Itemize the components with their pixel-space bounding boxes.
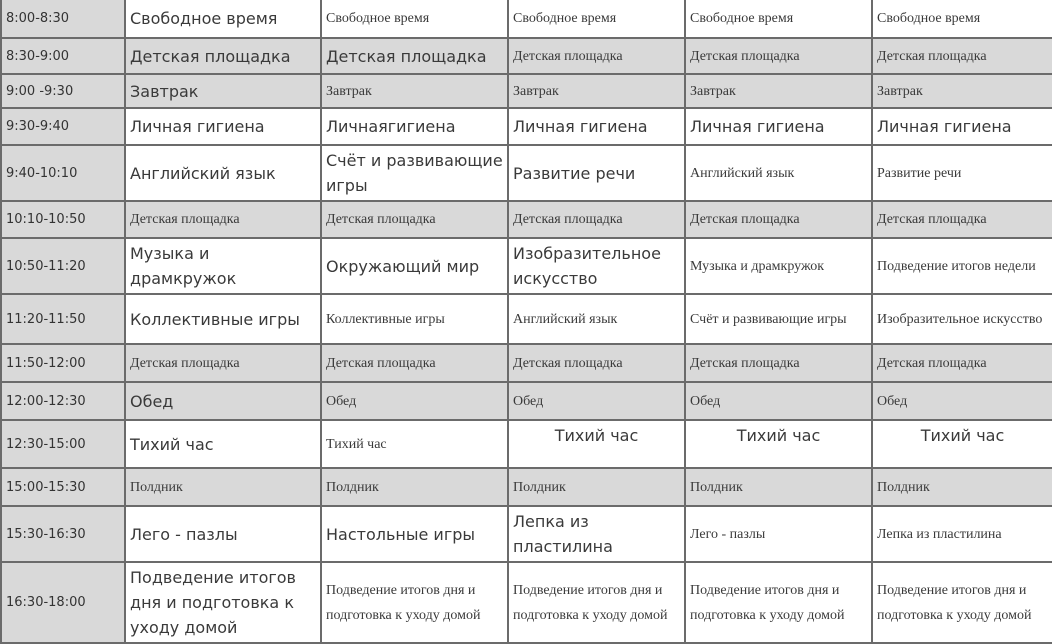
schedule-row: [1, 382, 1052, 420]
schedule-row: [1, 562, 1052, 643]
activity-cell: Детская площадка: [685, 344, 872, 382]
schedule-row: [1, 506, 1052, 562]
schedule-row: [1, 201, 1052, 238]
activity-cell: Подведение итогов недели: [872, 238, 1052, 294]
activity-cell: Детская площадка: [125, 201, 321, 238]
schedule-row: [1, 108, 1052, 145]
activity-cell: Развитие речи: [508, 145, 685, 201]
activity-cell: Завтрак: [872, 74, 1052, 108]
activity-cell: Музыка и драмкружок: [125, 238, 321, 294]
activity-cell: Музыка и драмкружок: [685, 238, 872, 294]
time-slot-cell: 12:00-12:30: [1, 382, 125, 420]
activity-cell: Личная гигиена: [685, 108, 872, 145]
schedule-body: [1, 0, 1052, 643]
activity-cell: Личная гигиена: [872, 108, 1052, 145]
activity-cell: Окружающий мир: [321, 238, 508, 294]
activity-cell: Свободное время: [125, 0, 321, 38]
activity-cell: Детская площадка: [508, 201, 685, 238]
activity-cell: Личная гигиена: [125, 108, 321, 145]
time-slot-cell: 12:30-15:00: [1, 420, 125, 468]
activity-cell: Полдник: [872, 468, 1052, 506]
activity-cell: Изобразительное искусство: [508, 238, 685, 294]
activity-cell: Подведение итогов дня и подготовка к уходу домой: [685, 562, 872, 643]
activity-cell: Лего - пазлы: [685, 506, 872, 562]
activity-cell: Завтрак: [508, 74, 685, 108]
time-slot-cell: 10:10-10:50: [1, 201, 125, 238]
activity-cell: Обед: [872, 382, 1052, 420]
schedule-row: [1, 420, 1052, 468]
activity-cell: Английский язык: [125, 145, 321, 201]
activity-cell: Детская площадка: [125, 344, 321, 382]
activity-cell: Тихий час: [508, 420, 685, 468]
activity-cell: Лепка из пластилина: [508, 506, 685, 562]
activity-cell: Детская площадка: [685, 201, 872, 238]
activity-cell: Полдник: [321, 468, 508, 506]
activity-cell: Свободное время: [508, 0, 685, 38]
schedule-row: [1, 468, 1052, 506]
activity-cell: Детская площадка: [125, 38, 321, 74]
time-slot-cell: 9:40-10:10: [1, 145, 125, 201]
activity-cell: Личная гигиена: [508, 108, 685, 145]
activity-cell: Изобразительное искусство: [872, 294, 1052, 344]
schedule-row: [1, 0, 1052, 38]
time-slot-cell: 9:30-9:40: [1, 108, 125, 145]
activity-cell: Детская площадка: [508, 344, 685, 382]
activity-cell: Подведение итогов дня и подготовка к уходу домой: [125, 562, 321, 643]
activity-cell: Обед: [685, 382, 872, 420]
activity-cell: Английский язык: [508, 294, 685, 344]
activity-cell: Детская площадка: [872, 344, 1052, 382]
activity-cell: Тихий час: [872, 420, 1052, 468]
time-slot-cell: 8:00-8:30: [1, 0, 125, 38]
time-slot-cell: 15:00-15:30: [1, 468, 125, 506]
activity-cell: Свободное время: [872, 0, 1052, 38]
schedule-row: [1, 145, 1052, 201]
activity-cell: Лего - пазлы: [125, 506, 321, 562]
activity-cell: Полдник: [685, 468, 872, 506]
activity-cell: Детская площадка: [321, 201, 508, 238]
activity-cell: Подведение итогов дня и подготовка к уходу домой: [321, 562, 508, 643]
activity-cell: Полдник: [125, 468, 321, 506]
activity-cell: Развитие речи: [872, 145, 1052, 201]
activity-cell: Свободное время: [321, 0, 508, 38]
schedule-row: [1, 294, 1052, 344]
activity-cell: Обед: [508, 382, 685, 420]
activity-cell: Обед: [125, 382, 321, 420]
schedule-row: [1, 74, 1052, 108]
activity-cell: Английский язык: [685, 145, 872, 201]
time-slot-cell: 8:30-9:00: [1, 38, 125, 74]
activity-cell: Детская площадка: [685, 38, 872, 74]
activity-cell: Детская площадка: [508, 38, 685, 74]
activity-cell: Коллективные игры: [321, 294, 508, 344]
time-slot-cell: 11:50-12:00: [1, 344, 125, 382]
time-slot-cell: 11:20-11:50: [1, 294, 125, 344]
activity-cell: Детская площадка: [872, 201, 1052, 238]
activity-cell: Подведение итогов дня и подготовка к уходу домой: [872, 562, 1052, 643]
activity-cell: Счёт и развивающие игры: [321, 145, 508, 201]
activity-cell: Личнаягигиена: [321, 108, 508, 145]
activity-cell: Детская площадка: [321, 344, 508, 382]
schedule-row: [1, 38, 1052, 74]
time-slot-cell: 16:30-18:00: [1, 562, 125, 643]
schedule-row: [1, 344, 1052, 382]
activity-cell: Настольные игры: [321, 506, 508, 562]
activity-cell: Обед: [321, 382, 508, 420]
activity-cell: Подведение итогов дня и подготовка к уходу домой: [508, 562, 685, 643]
activity-cell: Свободное время: [685, 0, 872, 38]
schedule-row: [1, 238, 1052, 294]
activity-cell: Счёт и развивающие игры: [685, 294, 872, 344]
activity-cell: Тихий час: [125, 420, 321, 468]
time-slot-cell: 9:00 -9:30: [1, 74, 125, 108]
activity-cell: Лепка из пластилина: [872, 506, 1052, 562]
activity-cell: Завтрак: [685, 74, 872, 108]
activity-cell: Коллективные игры: [125, 294, 321, 344]
activity-cell: Детская площадка: [321, 38, 508, 74]
activity-cell: Тихий час: [321, 420, 508, 468]
activity-cell: Тихий час: [685, 420, 872, 468]
activity-cell: Полдник: [508, 468, 685, 506]
activity-cell: Детская площадка: [872, 38, 1052, 74]
time-slot-cell: 10:50-11:20: [1, 238, 125, 294]
time-slot-cell: 15:30-16:30: [1, 506, 125, 562]
activity-cell: Завтрак: [125, 74, 321, 108]
activity-cell: Завтрак: [321, 74, 508, 108]
